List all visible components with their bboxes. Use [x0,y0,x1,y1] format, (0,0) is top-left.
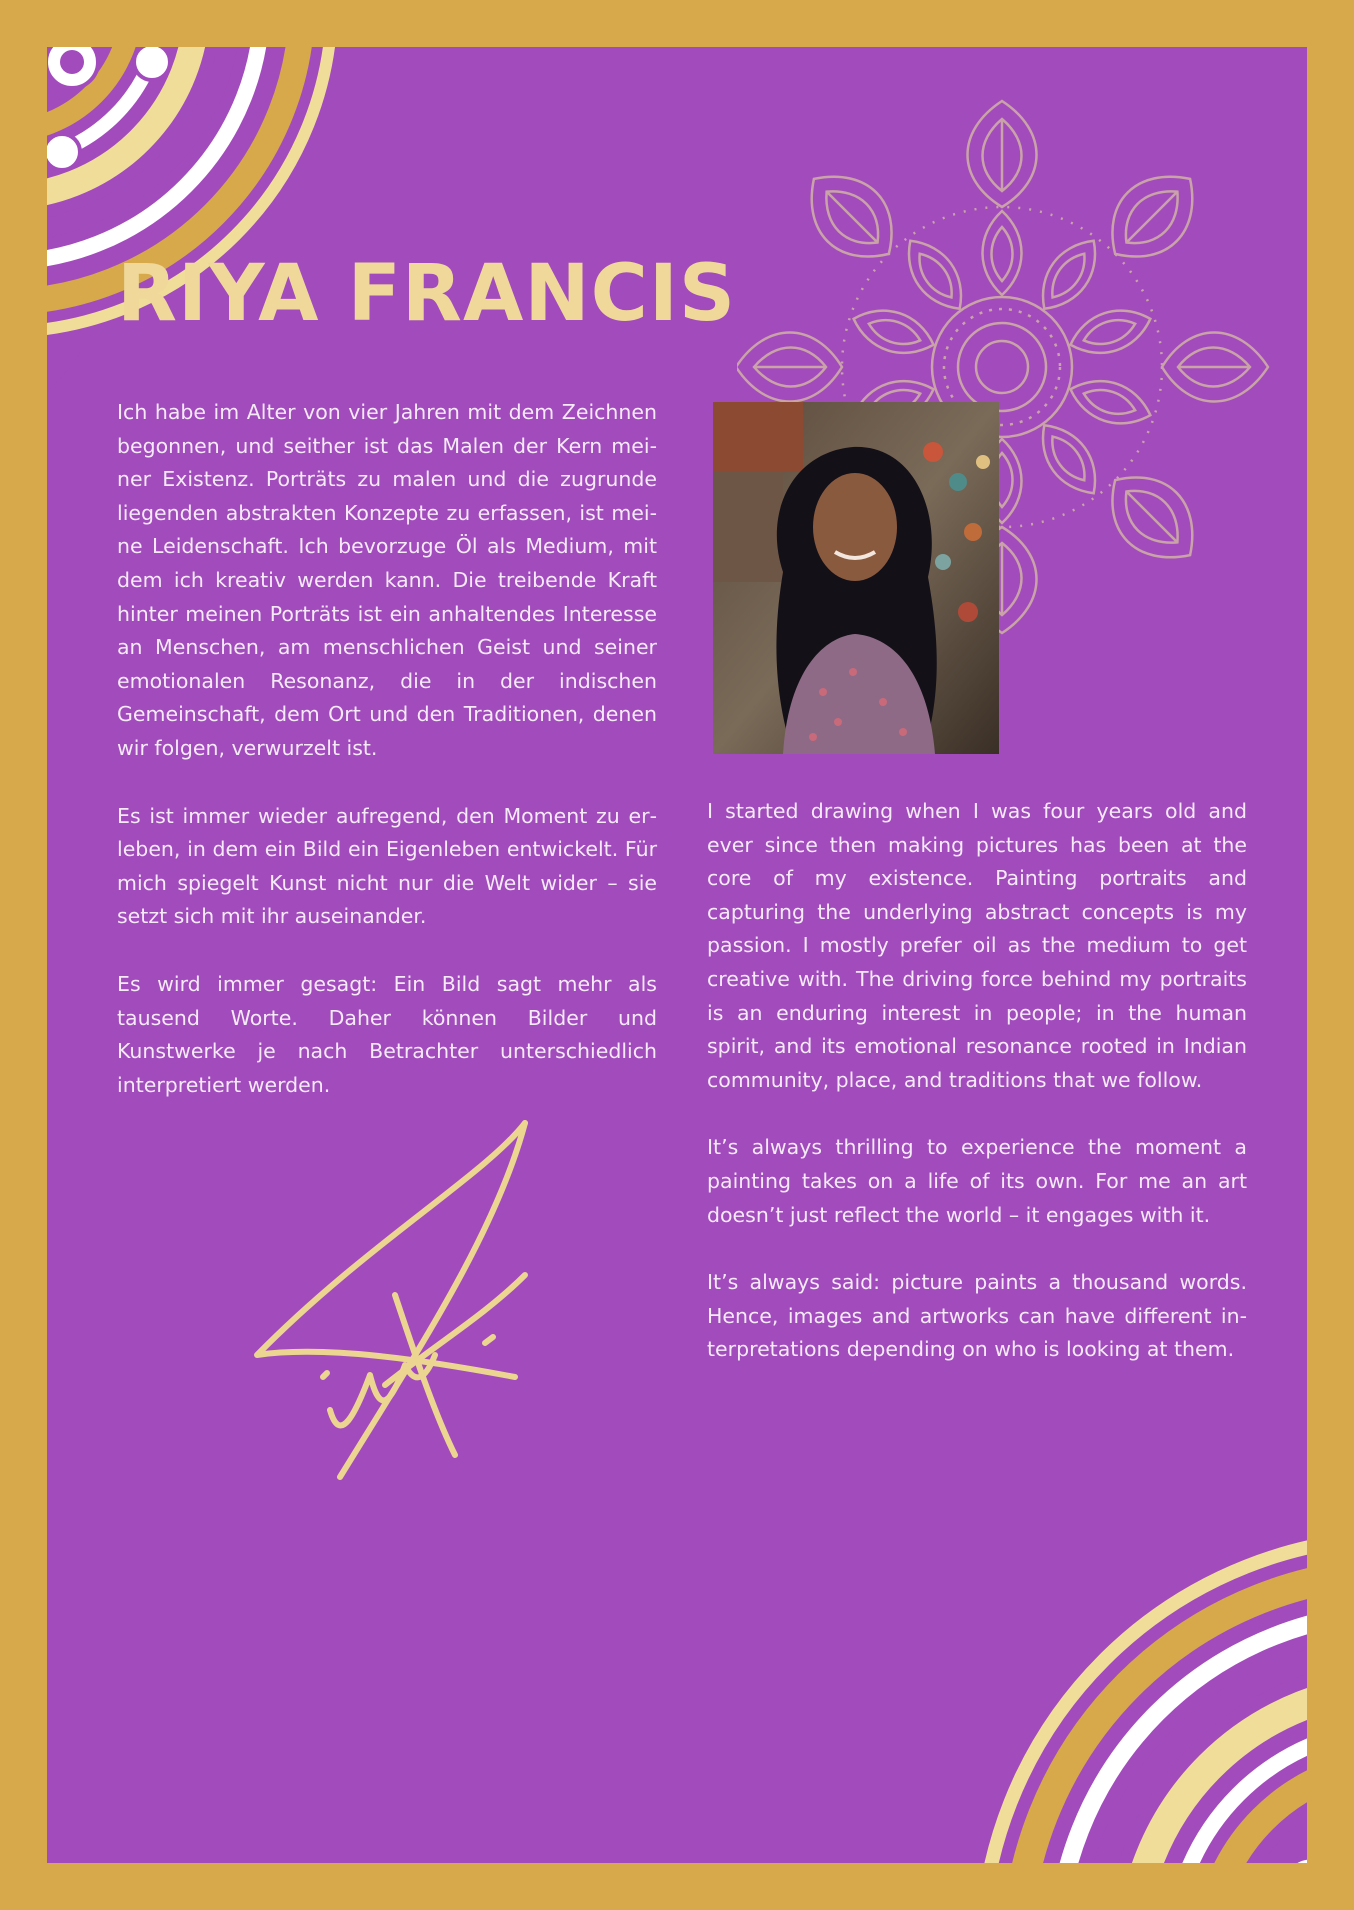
bio-de-paragraph: Es ist immer wieder aufregend, den Moment zu erleben, in dem ein Bild ein Eigenleben entwickelt. Für mich spiegelt Kunst nicht nur die Welt wider – sie setzt sich mit ihr auseinander. [117,803,657,929]
bio-en-paragraph: It’s always thrilling to experience the moment a painting takes on a life of its own. For me an art doesn’t just reflect the world – it engages with it. [707,1135,1247,1227]
corner-mandala-icon [47,47,407,427]
portrait-photo-icon [713,402,999,754]
bio-german [117,396,657,1136]
portrait-photo [713,402,999,754]
bio-panel [47,47,1307,1863]
signature-icon [245,1115,555,1495]
corner-mandala-icon [907,1467,1307,1863]
bio-en-paragraph: It’s always said: picture paints a thousand words. Hence, images and artworks can have different interpretations depending on who is looking at them. [707,1270,1247,1362]
bio-de-paragraph: Es wird immer gesagt: Ein Bild sagt mehr als tausend Worte. Daher können Bilder und Kunstwerke je nach Betrachter unterschiedlich interpretiert werden. [117,971,657,1097]
bio-english [707,795,1247,1401]
bio-en-paragraph: I started drawing when I was four years old and ever since then making pictures has been at the core of my existence. Painting portraits and capturing the underlying abstract concepts is my passion. I mostly prefer oil as the medium to get creative with. The driving force behind my portraits is an enduring interest in people; in the human spirit, and its emotional resonance rooted in Indian community, place, and traditions that we follow. [707,799,1247,1092]
artist-name: RIYA FRANCIS [117,249,737,339]
bio-de-paragraph: Ich habe im Alter von vier Jahren mit dem Zeichnen begonnen, und seither ist das Malen der Kern meiner Existenz. Porträts zu malen und die zugrunde liegenden abstrakten Konzepte zu erfassen, ist meine Leidenschaft. Ich bevorzuge Öl als Medium, mit dem ich kreativ werden kann. Die treibende Kraft hinter meinen Porträts ist ein anhaltendes Interesse an Menschen, am menschlichen Geist und seiner emotionalen Resonanz, die in der indischen Gemeinschaft, dem Ort und den Traditionen, denen wir folgen, verwurzelt ist. [117,400,657,760]
